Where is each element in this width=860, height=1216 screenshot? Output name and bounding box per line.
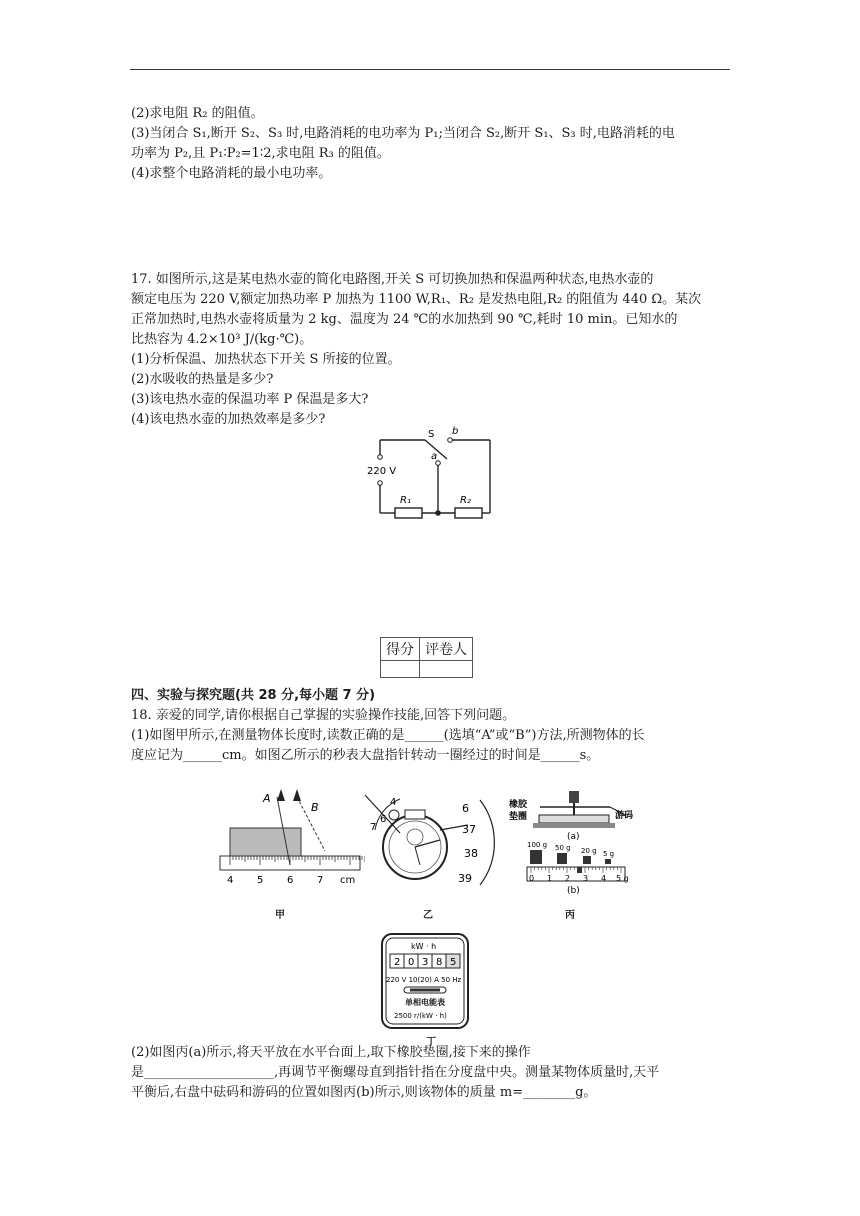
- meter-spec: 220 V 10(20) A 50 Hz: [386, 976, 462, 984]
- caption-yi: 乙: [423, 910, 433, 921]
- q17-stem-4: 比热容为 4.2×10³ J/(kg·℃)。: [131, 332, 313, 347]
- q18-part-2c: 平衡后,右盘中砝码和游码的位置如图丙(b)所示,则该物体的质量 m=________g。: [131, 1085, 597, 1100]
- q17-stem-1: 17. 如图所示,这是某电热水壶的简化电路图,开关 S 可切换加热和保温两种状态,电热水壶的: [131, 272, 654, 287]
- q17-part-3: (3)该电热水壶的保温功率 P 保温是多大?: [131, 392, 369, 407]
- q16-part-3a: (3)当闭合 S₁,断开 S₂、S₃ 时,电路消耗的电功率为 P₁;当闭合 S₂,断开 S₁、S₃ 时,电路消耗的电: [131, 126, 675, 141]
- circuit-diagram: [360, 425, 500, 525]
- section-4-title: 四、实验与探究题(共 28 分,每小题 7 分): [131, 688, 376, 703]
- header-rule: [130, 69, 730, 70]
- stopwatch-label-38: 38: [464, 847, 478, 860]
- q17-part-2: (2)水吸收的热量是多少?: [131, 372, 274, 387]
- figure-ding-meter: [380, 932, 470, 1032]
- score-table: [380, 637, 473, 678]
- voltage-label: 220 V: [367, 466, 397, 477]
- stopwatch-label-7: 7: [370, 822, 377, 833]
- q17-stem-3: 正常加热时,电热水壶将质量为 2 kg、温度为 24 ℃的水加热到 90 ℃,耗时 10 min。已知水的: [131, 312, 678, 327]
- ruler-unit: cm: [340, 875, 356, 886]
- ruler-tick-7: 7: [317, 875, 324, 886]
- meter-digit-5: 5: [450, 957, 457, 968]
- r1-label: R₁: [400, 495, 411, 506]
- q18-part-2a: (2)如图丙(a)所示,将天平放在水平台面上,取下橡胶垫圈,接下来的操作: [131, 1045, 531, 1060]
- meter-rev: 2500 r/(kW · h): [394, 1012, 447, 1020]
- scale-1: 1: [547, 874, 553, 883]
- q18-part-2b: 是____________________,再调节平衡螺母直到指针指在分度盘中央。测量某物体质量时,天平: [131, 1065, 660, 1080]
- question-16-parts: [131, 104, 731, 184]
- q18-part-1b: 度应记为______cm。如图乙所示的秒表大盘指针转动一圈经过的时间是______s。: [131, 748, 600, 763]
- switch-label: S: [428, 429, 435, 440]
- scale-2: 2: [565, 874, 571, 883]
- stopwatch-label-6: 6: [462, 802, 469, 815]
- figure-jia-ruler: [215, 785, 365, 890]
- caption-bing: 丙: [565, 910, 575, 921]
- caption-ding: 丁: [426, 1037, 436, 1048]
- contact-a-label: a: [431, 451, 438, 462]
- grader-header: 评卷人: [420, 638, 473, 661]
- meter-name: 单相电能表: [405, 998, 445, 1007]
- q16-part-3b: 功率为 P₂,且 P₁∶P₂=1∶2,求电阻 R₃ 的阻值。: [131, 146, 390, 161]
- method-b-label: B: [311, 801, 319, 814]
- pad-label: 垫圈: [509, 812, 528, 822]
- sub-a-label: (a): [567, 832, 580, 842]
- ruler-tick-5: 5: [257, 875, 264, 886]
- ruler-tick-4: 4: [227, 875, 234, 886]
- stopwatch-label-39: 39: [458, 872, 472, 885]
- figure-bing-balance: [505, 785, 640, 905]
- q17-part-4: (4)该电热水壶的加热效率是多少?: [131, 412, 326, 427]
- rider-label: 游码: [615, 811, 634, 821]
- weight-5g: 5 g: [603, 850, 615, 858]
- q17-part-1: (1)分析保温、加热状态下开关 S 所接的位置。: [131, 352, 401, 367]
- scale-3: 3: [583, 874, 589, 883]
- stopwatch-label-37: 37: [462, 823, 476, 836]
- question-18-part-2: [131, 1043, 731, 1103]
- meter-digit-4: 8: [436, 957, 443, 968]
- scale-5g: 5 g: [616, 874, 629, 883]
- contact-b-label: b: [452, 426, 459, 437]
- stopwatch-label-6b: 6: [380, 814, 387, 825]
- score-header: 得分: [381, 638, 420, 661]
- stopwatch-label-4: 4: [390, 797, 397, 808]
- grader-cell[interactable]: [420, 661, 473, 678]
- method-a-label: A: [263, 792, 271, 805]
- question-17: [131, 270, 731, 430]
- weight-100g: 100 g: [527, 841, 548, 849]
- figure-yi-stopwatch: [360, 785, 500, 900]
- meter-digit-2: 0: [408, 957, 415, 968]
- q18-stem: 18. 亲爱的同学,请你根据自己掌握的实验操作技能,回答下列问题。: [131, 708, 516, 723]
- caption-jia: 甲: [275, 910, 285, 921]
- weight-20g: 20 g: [581, 847, 597, 855]
- meter-digit-3: 3: [422, 957, 429, 968]
- section-4: [131, 686, 731, 766]
- q18-part-1a: (1)如图甲所示,在测量物体长度时,读数正确的是______(选填“A”或“B”)方法,所测物体的长: [131, 728, 645, 743]
- weight-50g: 50 g: [555, 844, 571, 852]
- q17-stem-2: 额定电压为 220 V,额定加热功率 P 加热为 1100 W,R₁、R₂ 是发热电阻,R₂ 的阻值为 440 Ω。某次: [131, 292, 702, 307]
- rubber-label: 橡胶: [509, 800, 528, 810]
- ruler-tick-6: 6: [287, 875, 294, 886]
- meter-digit-1: 2: [394, 957, 401, 968]
- q16-part-2: (2)求电阻 R₂ 的阻值。: [131, 106, 264, 121]
- q16-part-4: (4)求整个电路消耗的最小电功率。: [131, 166, 332, 181]
- sub-b-label: (b): [567, 886, 580, 896]
- scale-0: 0: [529, 874, 535, 883]
- scale-4: 4: [601, 874, 607, 883]
- score-cell[interactable]: [381, 661, 420, 678]
- r2-label: R₂: [460, 495, 471, 506]
- meter-unit: kW · h: [411, 942, 437, 951]
